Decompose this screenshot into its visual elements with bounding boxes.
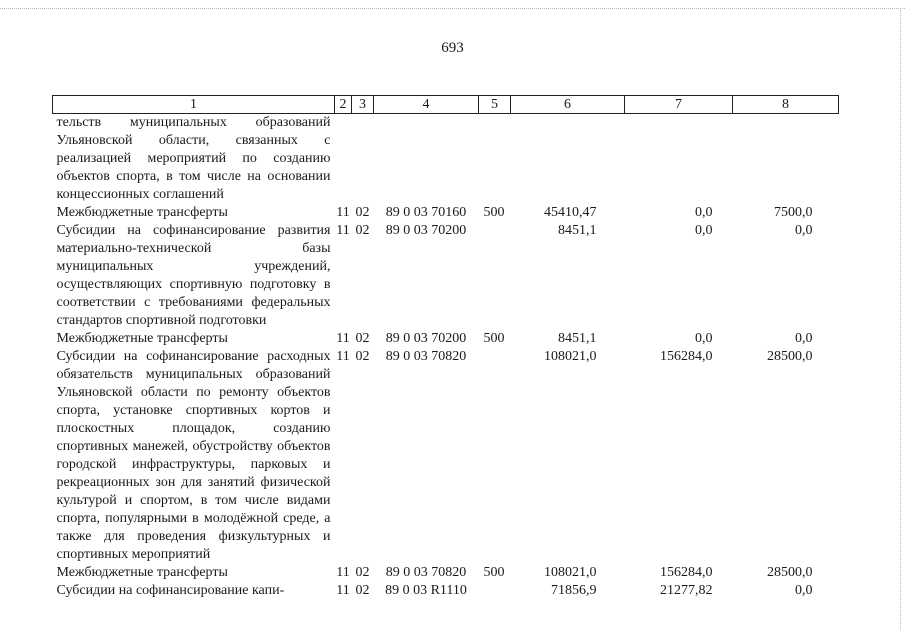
header-col-2: 2 bbox=[335, 96, 352, 114]
row-expense-type: 500 bbox=[483, 205, 505, 220]
table-row bbox=[53, 348, 839, 564]
row-amount-year2 bbox=[625, 114, 733, 205]
row-section: 11 bbox=[336, 223, 350, 238]
row-amount-year2: 21277,82 bbox=[660, 583, 713, 598]
header-col-8: 8 bbox=[733, 96, 839, 114]
row-amount-year2: 0,0 bbox=[695, 331, 713, 346]
row-target-code: 89 0 03 70160 bbox=[385, 205, 467, 220]
row-target-code: 89 0 03 70200 bbox=[385, 223, 467, 238]
row-amount-year3 bbox=[733, 114, 839, 205]
row-amount-year3: 28500,0 bbox=[767, 349, 813, 364]
row-target-code: 89 0 03 70200 bbox=[385, 331, 467, 346]
row-amount-year1: 108021,0 bbox=[544, 565, 597, 580]
row-expense-type: 500 bbox=[483, 331, 505, 346]
header-col-5: 5 bbox=[479, 96, 511, 114]
row-target-code bbox=[374, 114, 479, 205]
row-amount-year1: 71856,9 bbox=[551, 583, 597, 598]
row-description: Субсидии на софинансирование развития материально-технической базы муниципальных учреждений, осуществляющих спортивную подготовку в соответствии с требованиями федеральных стандартов спортивной подготовки bbox=[56, 223, 331, 328]
row-subsection: 02 bbox=[355, 205, 370, 220]
row-amount-year3: 0,0 bbox=[795, 583, 813, 598]
row-description: Межбюджетные трансферты bbox=[56, 205, 228, 220]
row-description: Межбюджетные трансферты bbox=[56, 331, 228, 346]
table-row bbox=[53, 114, 839, 205]
row-subsection: 02 bbox=[355, 331, 370, 346]
row-amount-year1: 8451,1 bbox=[558, 331, 597, 346]
row-target-code: 89 0 03 70820 bbox=[385, 565, 467, 580]
row-target-code: 89 0 03 R1110 bbox=[385, 583, 467, 598]
row-subsection: 02 bbox=[355, 223, 370, 238]
row-amount-year1: 8451,1 bbox=[558, 223, 597, 238]
page-number: 693 bbox=[441, 40, 464, 56]
header-row bbox=[53, 96, 839, 114]
row-amount-year2: 0,0 bbox=[695, 223, 713, 238]
row-expense-type bbox=[479, 114, 511, 205]
row-target-code: 89 0 03 70820 bbox=[385, 349, 467, 364]
table-header bbox=[53, 96, 839, 114]
row-section: 11 bbox=[336, 349, 350, 364]
row-section bbox=[335, 114, 352, 205]
row-amount-year1 bbox=[511, 114, 625, 205]
table-row bbox=[53, 564, 839, 582]
row-amount-year3: 7500,0 bbox=[774, 205, 813, 220]
row-expense-type bbox=[479, 348, 511, 564]
table-row bbox=[53, 204, 839, 222]
row-subsection bbox=[352, 114, 374, 205]
row-description: Субсидии на софинансирование капи- bbox=[56, 583, 285, 598]
table-row bbox=[53, 330, 839, 348]
row-description: тельств муниципальных образований Ульяновской области, связанных с реализацией мероприятий по созданию объектов спорта, в том числе на основании концессионных соглашений bbox=[56, 115, 331, 202]
row-amount-year3: 0,0 bbox=[795, 331, 813, 346]
row-expense-type bbox=[479, 582, 511, 600]
header-col-6: 6 bbox=[511, 96, 625, 114]
row-amount-year3: 28500,0 bbox=[767, 565, 813, 580]
row-subsection: 02 bbox=[355, 349, 370, 364]
row-expense-type bbox=[479, 222, 511, 330]
row-amount-year2: 156284,0 bbox=[660, 565, 713, 580]
row-amount-year1: 108021,0 bbox=[544, 349, 597, 364]
header-col-1: 1 bbox=[53, 96, 335, 114]
row-section: 11 bbox=[336, 205, 350, 220]
row-amount-year3: 0,0 bbox=[795, 223, 813, 238]
header-col-7: 7 bbox=[625, 96, 733, 114]
row-subsection: 02 bbox=[355, 583, 370, 598]
scan-edge-top bbox=[0, 8, 905, 9]
row-description: Межбюджетные трансферты bbox=[56, 565, 228, 580]
header-col-4: 4 bbox=[374, 96, 479, 114]
scan-edge-right bbox=[900, 10, 901, 630]
budget-table bbox=[52, 95, 839, 600]
row-description: Субсидии на софинансирование расходных обязательств муниципальных образований Ульяновской области по ремонту объектов спорта, установке спортивных кортов и плоскостных площадок, созданию спортивных манежей, обустройству объектов городской инфраструктуры, парковых и рекреационных зон для занятий физической культурой и спортом, в том числе видами спорта, популярными в молодёжной среде, а также для проведения физкультурных и спортивных мероприятий bbox=[56, 349, 331, 562]
row-amount-year1: 45410,47 bbox=[544, 205, 597, 220]
table-body bbox=[53, 114, 839, 601]
table-row bbox=[53, 582, 839, 600]
row-section: 11 bbox=[336, 331, 350, 346]
row-section: 11 bbox=[336, 565, 350, 580]
header-col-3: 3 bbox=[352, 96, 374, 114]
table-row bbox=[53, 222, 839, 330]
row-amount-year2: 156284,0 bbox=[660, 349, 713, 364]
row-section: 11 bbox=[336, 583, 350, 598]
row-expense-type: 500 bbox=[483, 565, 505, 580]
row-amount-year2: 0,0 bbox=[695, 205, 713, 220]
row-subsection: 02 bbox=[355, 565, 370, 580]
